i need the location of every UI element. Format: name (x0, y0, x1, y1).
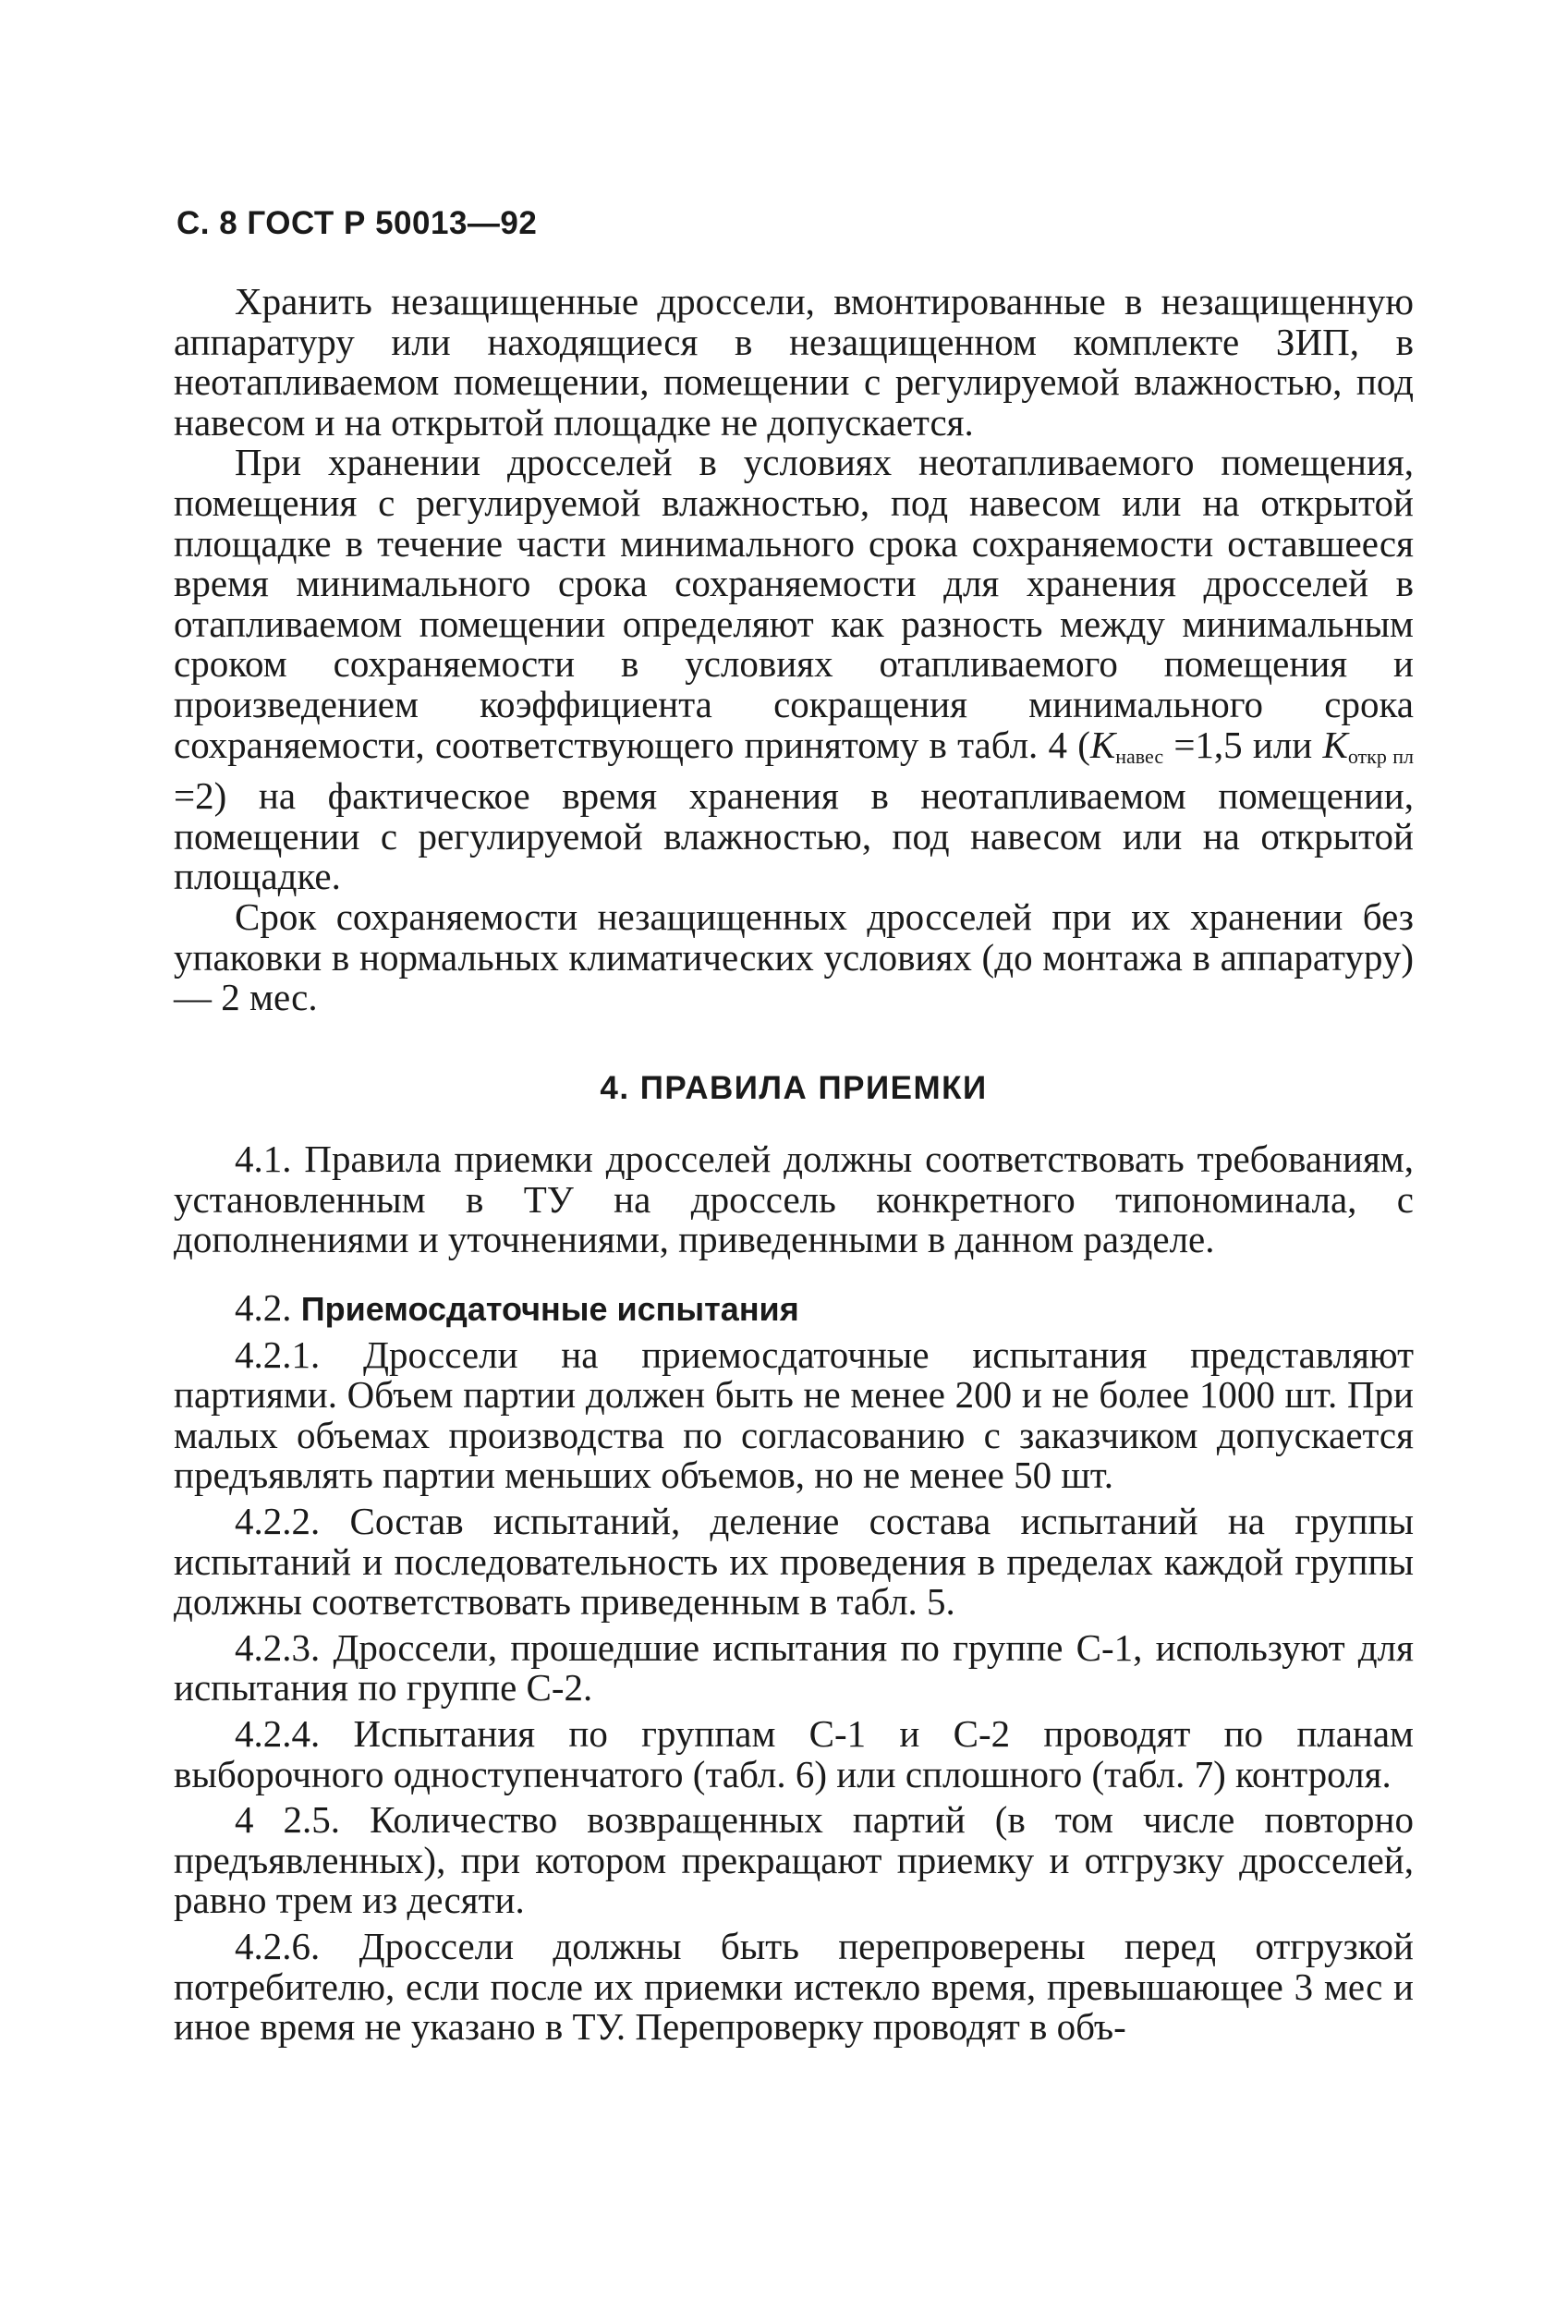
clause-4-1: 4.1. Правила приемки дросселей должны соответствовать требованиям, установленным в ТУ на дроссель конкретного типономинала, с дополнениями и уточнениями, приведенными в данном разделе. (174, 1138, 1414, 1261)
coefficient-k1-letter: K (1089, 723, 1116, 766)
clause-4-2-1: 4.2.1. Дроссели на приемосдаточные испытания представляют партиями. Объем партии должен быть не менее 200 и не более 1000 шт. При малых объемах производства по согласованию с заказчиком допускается предъявлять партии меньших объемов, но не менее 50 шт. (174, 1332, 1414, 1497)
storage-paragraph-2 (174, 443, 1414, 897)
storage-paragraph-2-part-b: на фактическое время хранения в неотапливаемом помещении, помещении с регулируемой влажностью, под навесом или на открытой площадке. (174, 774, 1415, 898)
coefficient-k2-subscript: откр пл (1347, 744, 1415, 768)
clause-4-2-5: 4 2.5. Количество возвращенных партий (в том числе повторно предъявленных), при котором прекращают приемку и отгрузку дросселей, равно трем из десяти. (174, 1798, 1414, 1922)
coefficient-k2-letter: K (1322, 723, 1348, 766)
section-heading: 4. ПРАВИЛА ПРИЕМКИ (600, 1069, 988, 1106)
clause-4-2-2: 4.2.2. Состав испытаний, деление состава испытаний на группы испытаний и последовательность их проведения в пределах каждой группы должны соответствовать приведенным в табл. 5. (174, 1500, 1414, 1624)
subsection-title: Приемосдаточные испытания (300, 1290, 799, 1329)
clause-4-2-3: 4.2.3. Дроссели, прошедшие испытания по группе С-1, используют для испытания по группе С-2. (174, 1625, 1414, 1710)
subsection-number: 4.2. (235, 1286, 292, 1330)
storage-paragraph-2-part-a: При хранении дросселей в условиях неотапливаемого помещения, помещения с регулируемой влажностью, под навесом или на открытой площадке в течение части минимального срока сохраняемости оставшееся время минимального срока сохраняемости для хранения дросселей в отапливаемом помещении определяют как разность между минимальным сроком сохраняемости в условиях отапливаемого помещения и произведением коэффициента сокращения минимального срока сохраняемости, соответствующего принятому в табл. 4 ( (174, 441, 1414, 766)
storage-paragraph-1: Хранить незащищенные дроссели, вмонтированные в незащищенную аппаратуру или находящиеся в незащищенном комплекте ЗИП, в неотапливаемом помещении, помещении с регулируемой влажностью, под навесом и на открытой площадке не допускается. (174, 280, 1414, 444)
coefficient-k2-value: =2) (174, 774, 227, 818)
clause-4-2-6: 4.2.6. Дроссели должны быть перепроверены перед отгрузкой потребителю, если после их приемки истекло время, превышающее 3 мес и иное время не указано в ТУ. Перепроверку проводят в объ- (174, 1924, 1414, 2049)
document-body (174, 282, 1414, 2048)
page-header: С. 8 ГОСТ Р 50013—92 (176, 205, 538, 241)
clause-4-2-4: 4.2.4. Испытания по группам С-1 и С-2 проводят по планам выборочного одноступенчатого (табл. 6) или сплошного (табл. 7) контроля. (174, 1712, 1414, 1795)
storage-paragraph-3: Срок сохраняемости незащищенных дросселей при их хранении без упаковки в нормальных климатических условиях (до монтажа в аппаратуру) — 2 мес. (174, 894, 1414, 1019)
coefficient-k1-value: =1,5 или (1173, 723, 1313, 766)
subsection-4-2-title (174, 1288, 1414, 1330)
coefficient-k1-subscript: навес (1115, 744, 1164, 768)
